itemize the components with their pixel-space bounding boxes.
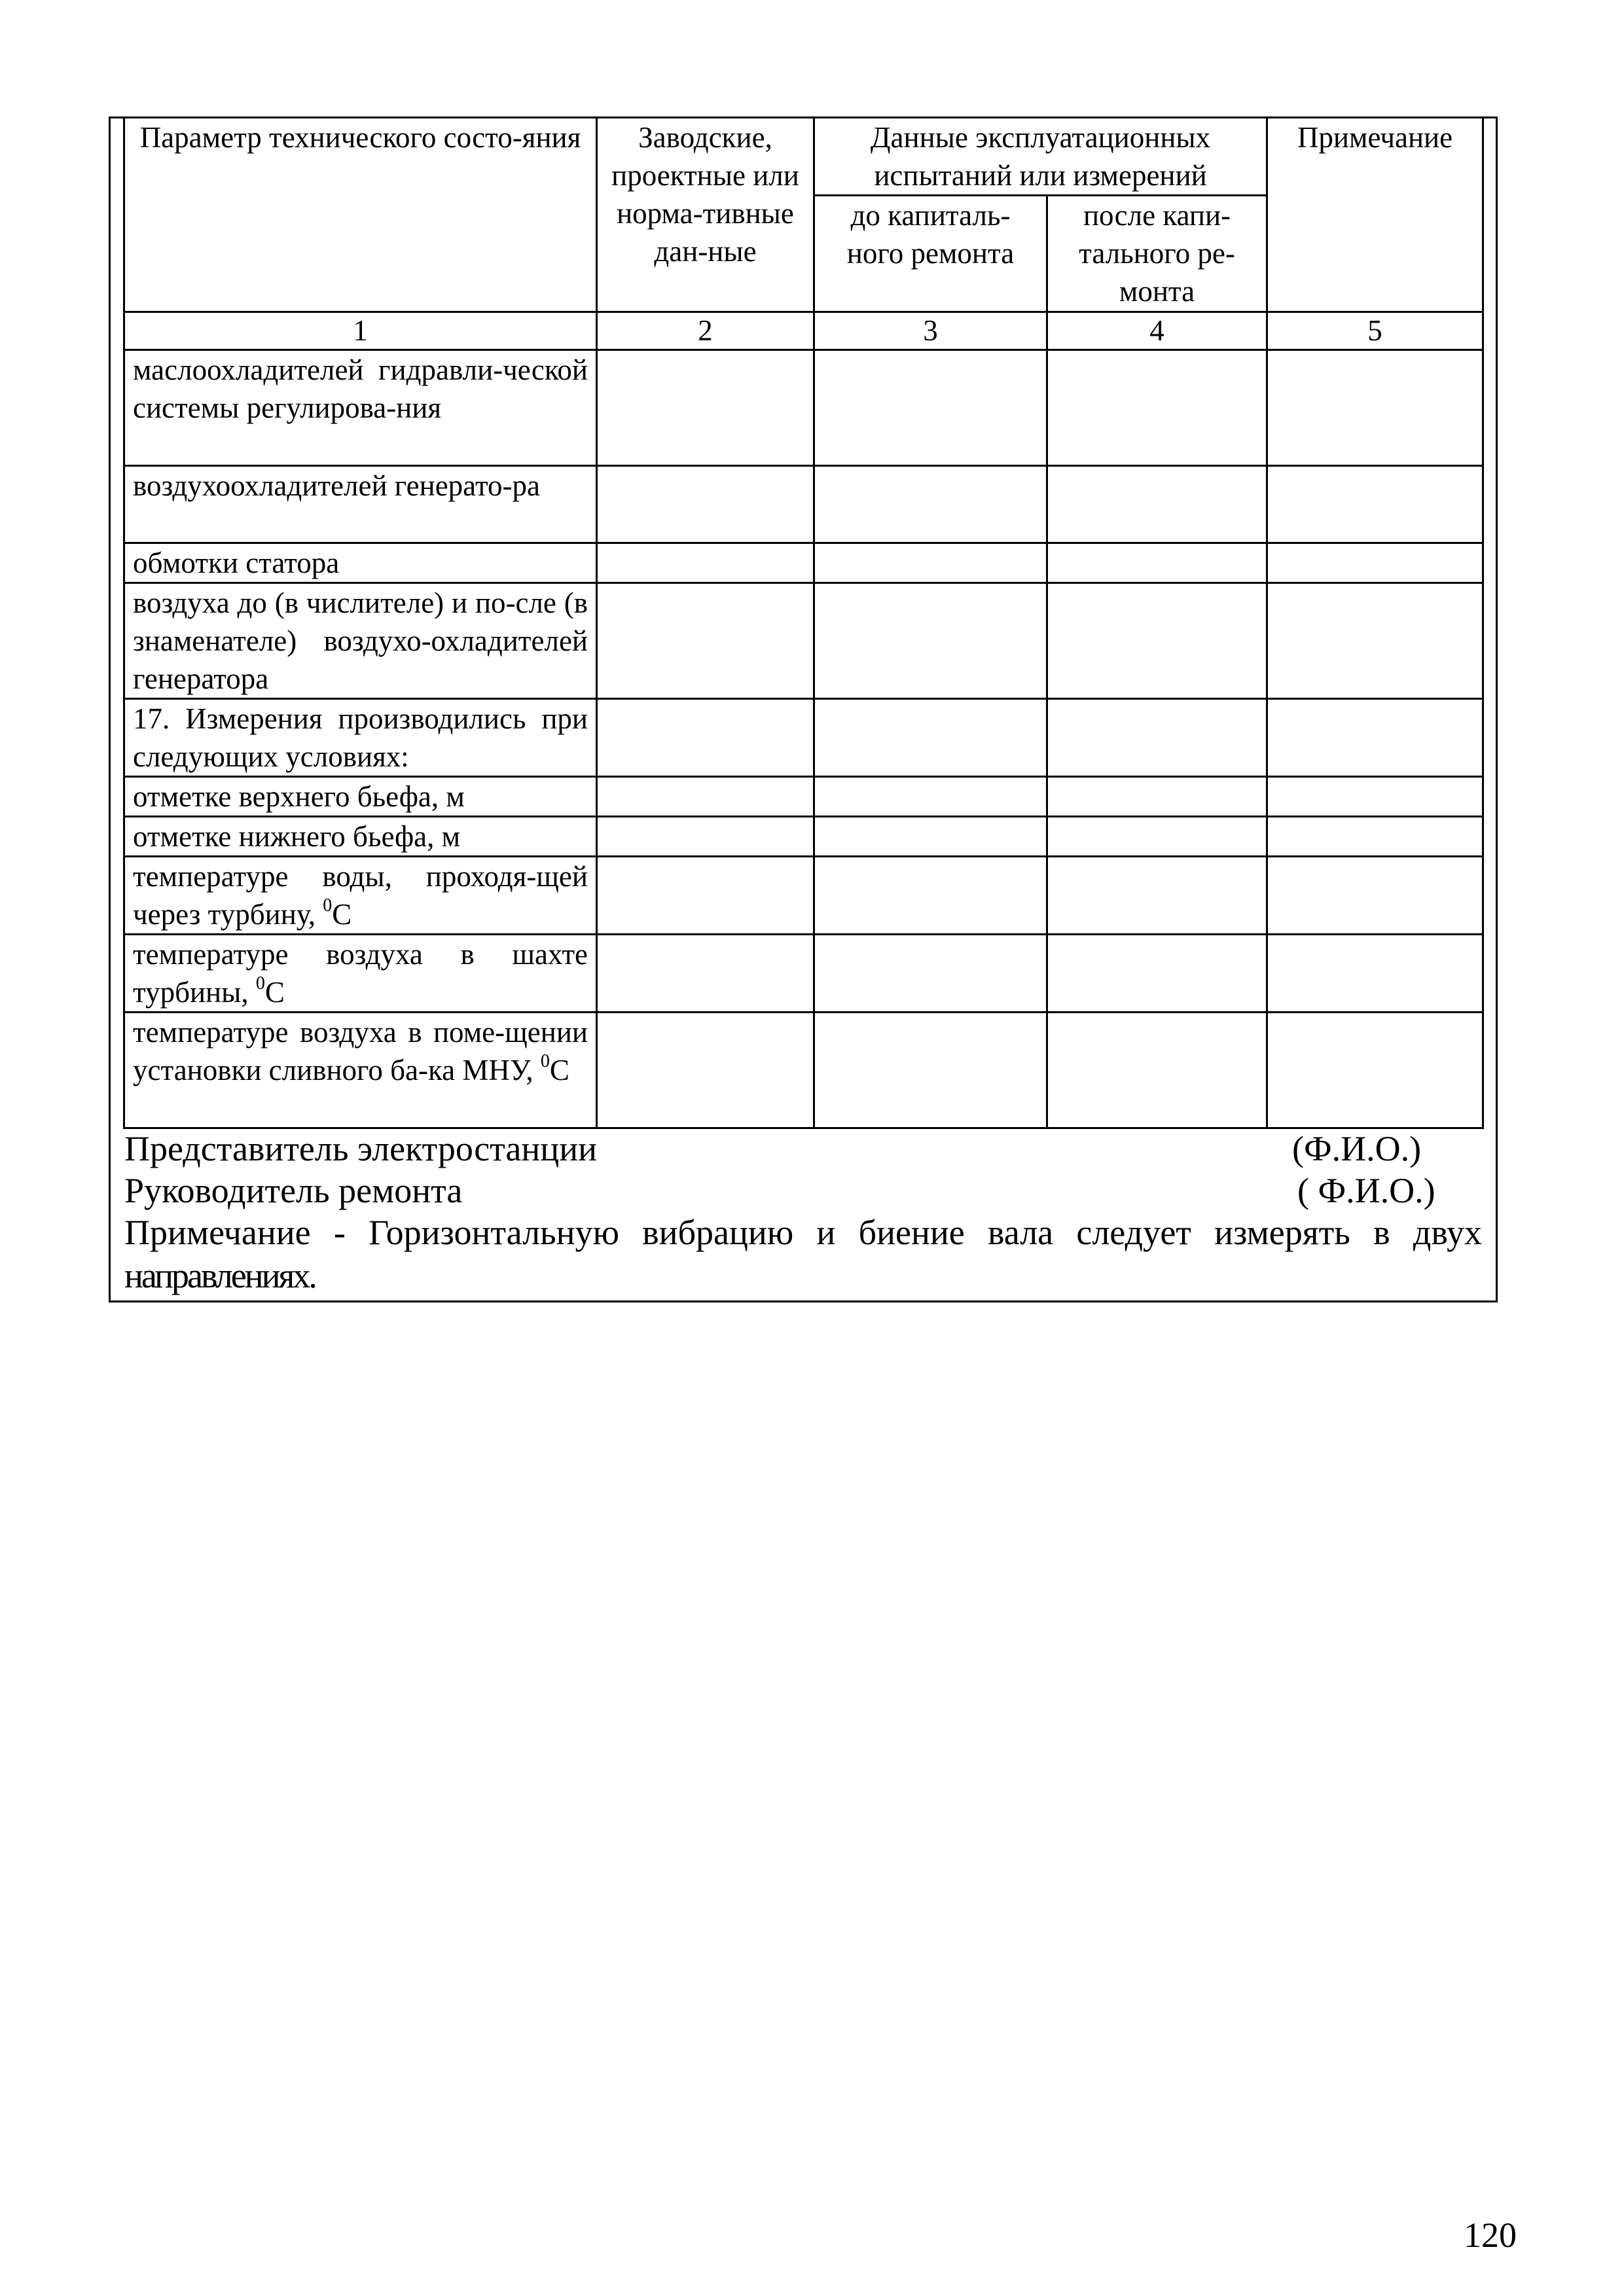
column-number: 4	[1047, 312, 1267, 350]
header-param: Параметр технического состо-яния	[124, 118, 597, 312]
unit-text: С	[549, 1054, 569, 1086]
empty-cell	[1047, 466, 1267, 543]
empty-cell	[1267, 777, 1483, 817]
empty-cell	[814, 935, 1047, 1013]
repair-manager-line	[124, 1169, 1482, 1212]
table-row	[124, 935, 1483, 1013]
empty-cell	[597, 583, 814, 699]
degree-superscript: 0	[255, 973, 265, 994]
empty-cell	[597, 466, 814, 543]
empty-cell	[597, 1013, 814, 1128]
column-number: 2	[597, 312, 814, 350]
empty-cell	[597, 777, 814, 817]
empty-cell	[814, 543, 1047, 583]
row-param: маслоохладителей гидравли-ческой системы регулирова-ния	[124, 350, 597, 466]
empty-cell	[1267, 466, 1483, 543]
row-param-text: температуре воздуха в шахте турбины,	[133, 938, 588, 1009]
empty-cell	[597, 857, 814, 935]
table-row	[124, 699, 1483, 777]
empty-cell	[1047, 817, 1267, 857]
row-param	[124, 935, 597, 1013]
empty-cell	[597, 935, 814, 1013]
empty-cell	[1267, 350, 1483, 466]
representative-line	[124, 1127, 1482, 1170]
page-number: 120	[1464, 2215, 1517, 2255]
row-param: отметке верхнего бьефа, м	[124, 777, 597, 817]
row-param: отметке нижнего бьефа, м	[124, 817, 597, 857]
header-after-repair: после капи-тального ре-монта	[1047, 196, 1267, 312]
empty-cell	[1267, 857, 1483, 935]
column-number: 3	[814, 312, 1047, 350]
empty-cell	[1047, 699, 1267, 777]
empty-cell	[1267, 935, 1483, 1013]
row-param: 17. Измерения производились при следующих условиях:	[124, 699, 597, 777]
repair-manager-label: Руководитель ремонта	[124, 1171, 463, 1210]
table-row	[124, 466, 1483, 543]
representative-label: Представитель электростанции	[124, 1129, 597, 1168]
empty-cell	[814, 466, 1047, 543]
representative-name-placeholder: (Ф.И.О.)	[1292, 1129, 1422, 1168]
header-row-1	[124, 118, 1483, 196]
empty-cell	[814, 583, 1047, 699]
footnote	[124, 1211, 1482, 1297]
degree-superscript: 0	[540, 1051, 550, 1071]
footnote-tail: направлениях.	[124, 1256, 316, 1295]
table-row	[124, 777, 1483, 817]
footnote-text: Примечание - Горизонтальную вибрацию и биение вала следует измерять в двух	[124, 1213, 1482, 1252]
header-operational-data: Данные эксплуатационных испытаний или измерений	[814, 118, 1267, 196]
table-row	[124, 817, 1483, 857]
empty-cell	[1267, 583, 1483, 699]
empty-cell	[814, 350, 1047, 466]
table-row	[124, 583, 1483, 699]
empty-cell	[597, 817, 814, 857]
empty-cell	[1047, 1013, 1267, 1128]
row-param: обмотки статора	[124, 543, 597, 583]
table-row	[124, 857, 1483, 935]
empty-cell	[1047, 543, 1267, 583]
header-before-repair: до капиталь-ного ремонта	[814, 196, 1047, 312]
column-number: 1	[124, 312, 597, 350]
header-factory-data: Заводские, проектные или норма-тивные дан-ные	[597, 118, 814, 312]
technical-state-table	[123, 117, 1484, 1129]
degree-superscript: 0	[323, 895, 333, 916]
column-numbers-row	[124, 312, 1483, 350]
empty-cell	[1267, 1013, 1483, 1128]
empty-cell	[1047, 935, 1267, 1013]
empty-cell	[814, 699, 1047, 777]
empty-cell	[1267, 699, 1483, 777]
empty-cell	[597, 699, 814, 777]
empty-cell	[1047, 350, 1267, 466]
row-param: воздухоохладителей генерато-ра	[124, 466, 597, 543]
empty-cell	[814, 817, 1047, 857]
empty-cell	[1047, 857, 1267, 935]
table-row	[124, 350, 1483, 466]
row-param	[124, 1013, 597, 1128]
empty-cell	[1267, 543, 1483, 583]
empty-cell	[597, 543, 814, 583]
empty-cell	[814, 857, 1047, 935]
unit-text: С	[332, 898, 352, 931]
empty-cell	[1267, 817, 1483, 857]
empty-cell	[597, 350, 814, 466]
repair-manager-name-placeholder: ( Ф.И.О.)	[1297, 1171, 1435, 1210]
table-row	[124, 543, 1483, 583]
empty-cell	[1047, 777, 1267, 817]
empty-cell	[814, 1013, 1047, 1128]
row-param	[124, 857, 597, 935]
table-row	[124, 1013, 1483, 1128]
row-param-text: температуре воды, проходя-щей через турбину,	[133, 860, 588, 931]
empty-cell	[814, 777, 1047, 817]
unit-text: С	[264, 976, 285, 1009]
row-param: воздуха до (в числителе) и по-сле (в знаменателе) воздухо-охладителей генератора	[124, 583, 597, 699]
empty-cell	[1047, 583, 1267, 699]
row-param-text: температуре воздуха в поме-щении установки сливного ба-ка МНУ,	[133, 1016, 588, 1086]
column-number: 5	[1267, 312, 1483, 350]
header-note: Примечание	[1267, 118, 1483, 312]
